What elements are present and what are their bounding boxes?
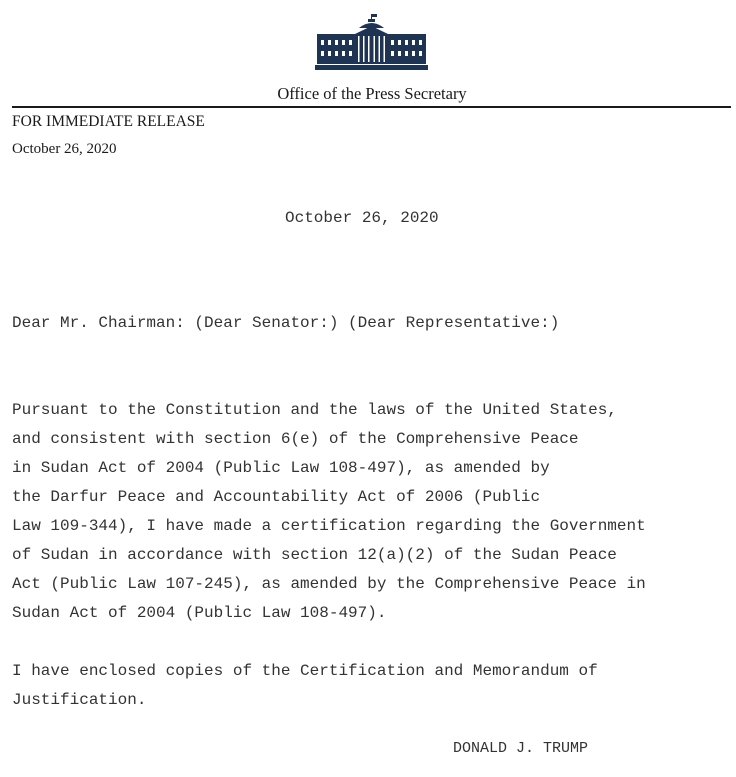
paragraph-line: and consistent with section 6(e) of the Comprehensive Peace (12, 430, 579, 448)
header-divider (12, 106, 731, 108)
paragraph-line: Sudan Act of 2004 (Public Law 108-497). (12, 604, 387, 622)
paragraph-line: Act (Public Law 107-245), as amended by the Comprehensive Peace in (12, 575, 646, 593)
paragraph-line: Law 109-344), I have made a certification regarding the Government (12, 517, 646, 535)
release-label: FOR IMMEDIATE RELEASE (12, 113, 205, 130)
letter-date: October 26, 2020 (285, 209, 439, 227)
release-date: October 26, 2020 (12, 141, 117, 157)
office-title: Office of the Press Secretary (277, 84, 467, 103)
signature: DONALD J. TRUMP (453, 740, 589, 757)
paragraph-line: in Sudan Act of 2004 (Public Law 108-497), as amended by (12, 459, 550, 477)
paragraph-line: Pursuant to the Constitution and the laws of the United States, (12, 401, 617, 419)
paragraph-1 (12, 367, 646, 657)
white-house-icon (315, 14, 428, 70)
paragraph-2 (12, 628, 598, 744)
salutation: Dear Mr. Chairman: (Dear Senator:) (Dear Representative:) (12, 314, 560, 332)
paragraph-line: of Sudan in accordance with section 12(a)(2) of the Sudan Peace (12, 546, 617, 564)
paragraph-line: Justification. (12, 691, 147, 709)
paragraph-line: I have enclosed copies of the Certification and Memorandum of (12, 662, 598, 680)
paragraph-line: the Darfur Peace and Accountability Act of 2006 (Public (12, 488, 541, 506)
